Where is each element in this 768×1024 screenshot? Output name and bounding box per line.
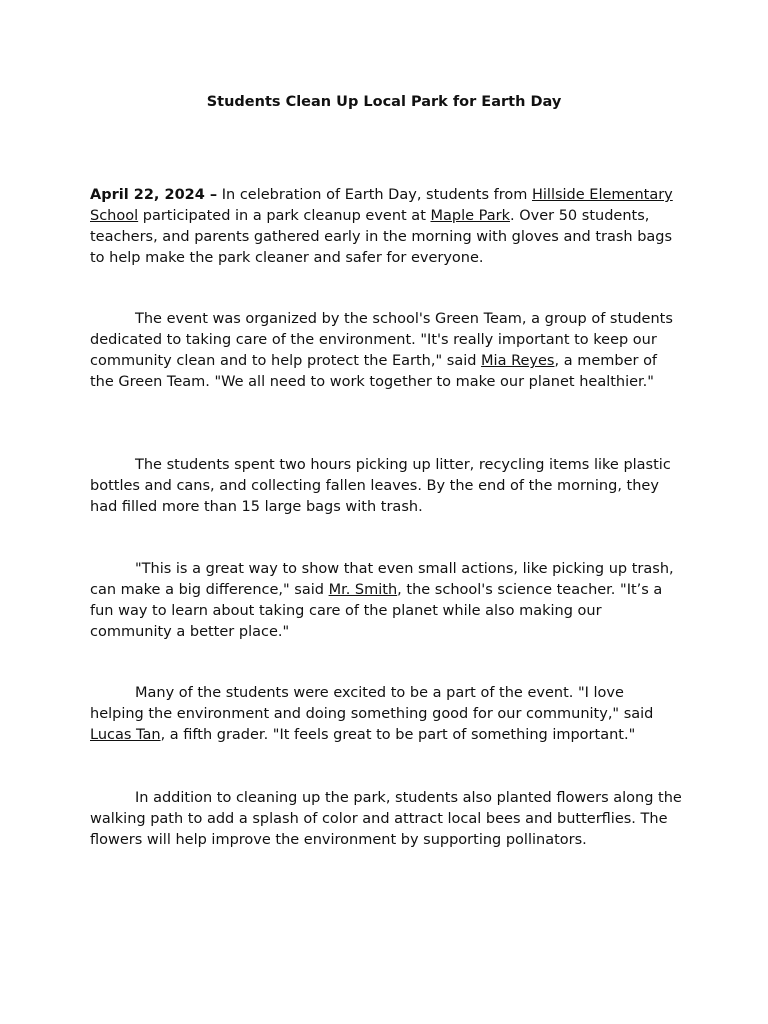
paragraph-text: Many of the students were excited to be a part of the event. "I love helping the environment and doing something good for our community," said bbox=[90, 685, 654, 722]
paragraph-text: , a fifth grader. "It feels great to be part of something important." bbox=[160, 727, 636, 743]
school-name-link: Hillside Elementary School bbox=[90, 187, 673, 224]
paragraph-text: The students spent two hours picking up litter, recycling items like plastic bottles and cans, and collecting fallen leaves. By the end of the morning, they had filled more than 15 large bags with trash. bbox=[90, 457, 671, 515]
paragraph-text: participated in a park cleanup event at bbox=[138, 208, 431, 224]
paragraph-2 bbox=[90, 309, 682, 393]
paragraph-text: The event was organized by the school's Green Team, a group of students dedicated to taking care of the environment. "It's really important to keep our community clean and to help protect the Earth," said bbox=[90, 311, 673, 369]
dateline: April 22, 2024 – bbox=[90, 187, 218, 203]
person-name-smith: Mr. Smith bbox=[328, 582, 398, 598]
paragraph-text: , a member of the Green Team. "We all need to work together to make our planet healthier." bbox=[90, 353, 658, 390]
paragraph-1 bbox=[90, 185, 682, 269]
paragraph-text: In celebration of Earth Day, students from bbox=[217, 187, 532, 203]
paragraph-3 bbox=[90, 455, 682, 518]
person-name-lucas: Lucas Tan bbox=[90, 727, 161, 743]
park-name-link: Maple Park bbox=[430, 208, 510, 224]
article-title: Students Clean Up Local Park for Earth Day bbox=[206, 94, 562, 110]
person-name-mia: Mia Reyes bbox=[481, 353, 555, 369]
paragraph-5 bbox=[90, 683, 682, 746]
paragraph-text: In addition to cleaning up the park, students also planted flowers along the walking path to add a splash of color and attract local bees and butterflies. The flowers will help improve the environment by supporting pollinators. bbox=[90, 790, 682, 848]
paragraph-text: "This is a great way to show that even small actions, like picking up trash, can make a big difference," said bbox=[90, 561, 674, 598]
paragraph-text: , the school's science teacher. "It’s a fun way to learn about taking care of the planet while also making our community a better place." bbox=[90, 582, 663, 640]
paragraph-6 bbox=[90, 788, 682, 851]
paragraph-text: . Over 50 students, teachers, and parents gathered early in the morning with gloves and trash bags to help make the park cleaner and safer for everyone. bbox=[90, 208, 673, 266]
paragraph-4 bbox=[90, 559, 682, 643]
